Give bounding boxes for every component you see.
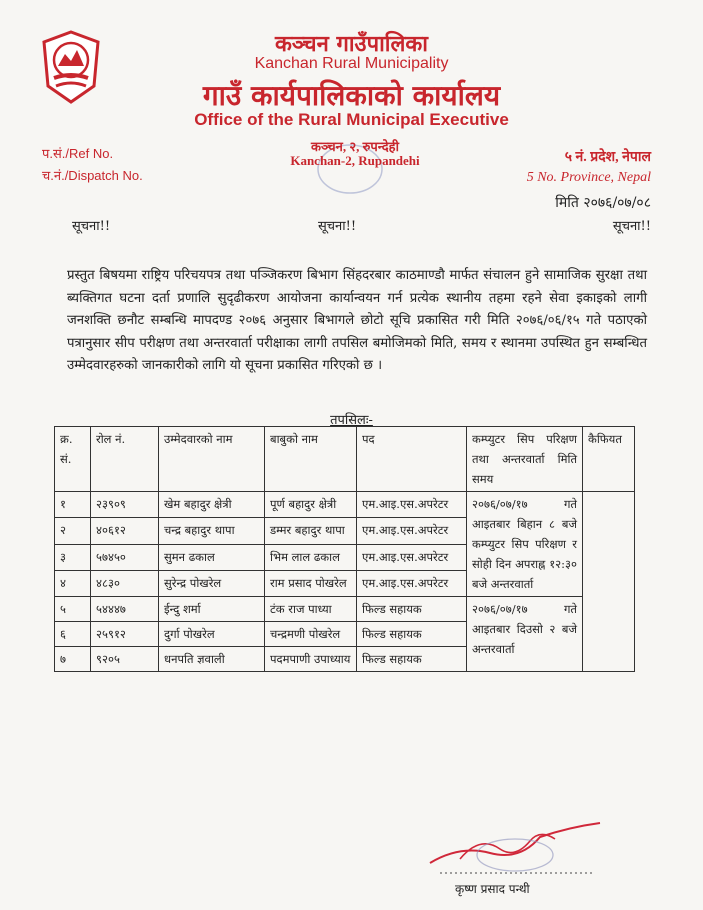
cell-roll: ४८३० — [91, 570, 159, 596]
cell-father: पूर्ण बहादुर क्षेत्री — [265, 492, 357, 518]
header-candidate: उम्मेदवारको नाम — [159, 427, 265, 492]
cell-roll: २३९०९ — [91, 492, 159, 518]
cell-post: एम.आइ.एस.अपरेटर — [357, 518, 467, 544]
header-post: पद — [357, 427, 467, 492]
cell-candidate: दुर्गा पोखरेल — [159, 622, 265, 647]
cell-roll: ५७४५० — [91, 544, 159, 570]
table-row — [55, 597, 635, 622]
cell-candidate: चन्द्र बहादुर थापा — [159, 518, 265, 544]
cell-candidate: ईन्दु शर्मा — [159, 597, 265, 622]
notice-heading-center: सूचना!! — [318, 219, 357, 234]
cell-candidate: सुमन ढकाल — [159, 544, 265, 570]
cell-father: पदमपाणी उपाध्याय — [265, 647, 357, 672]
cell-father: टंक राज पाध्या — [265, 597, 357, 622]
cell-post: फिल्ड सहायक — [357, 647, 467, 672]
cell-father: डम्मर बहादुर थापा — [265, 518, 357, 544]
signature-icon — [420, 815, 610, 885]
candidate-table — [54, 426, 635, 672]
cell-schedule-field: २०७६/०७/१७ गते आइतबार दिउसो २ बजे अन्तरवार्ता — [467, 597, 583, 672]
cell-serial: ५ — [55, 597, 91, 622]
cell-serial: २ — [55, 518, 91, 544]
cell-post: एम.आइ.एस.अपरेटर — [357, 492, 467, 518]
stamp-address-np: कञ्चन, २, रुपन्देही — [311, 139, 399, 154]
document-date: मिति २०७६/०७/०८ — [555, 195, 651, 211]
cell-schedule-mis: २०७६/०७/१७ गते आइतबार बिहान ८ बजे कम्प्युटर सिप परिक्षण र सोही दिन अपराह्न १२:३० बजे अन्तरवार्ता — [467, 492, 583, 597]
signatory-name: कृष्ण प्रसाद पन्थी — [455, 882, 530, 896]
municipality-name-np: कञ्चन गाउँपालिका — [275, 31, 428, 57]
cell-post: फिल्ड सहायक — [357, 622, 467, 647]
cell-father: चन्द्रमणी पोखरेल — [265, 622, 357, 647]
header-remarks: कैफियत — [583, 427, 635, 492]
office-name-en: Office of the Rural Municipal Executive — [194, 110, 509, 129]
header-roll: रोल नं. — [91, 427, 159, 492]
province-en: 5 No. Province, Nepal — [526, 170, 651, 185]
cell-candidate: खेम बहादुर क्षेत्री — [159, 492, 265, 518]
cell-candidate: सुरेन्द्र पोखरेल — [159, 570, 265, 596]
cell-candidate: धनपति ज्ञवाली — [159, 647, 265, 672]
cell-serial: ३ — [55, 544, 91, 570]
cell-remarks — [583, 492, 635, 672]
stamp-address-en: Kanchan-2, Rupandehi — [290, 153, 420, 168]
office-name-np: गाउँ कार्यपालिकाको कार्यालय — [202, 79, 501, 112]
municipality-name-en: Kanchan Rural Municipality — [254, 55, 449, 72]
cell-serial: ४ — [55, 570, 91, 596]
cell-roll: ९२०५ — [91, 647, 159, 672]
table-header-row — [55, 427, 635, 492]
dispatch-number-label: च.नं./Dispatch No. — [42, 168, 143, 183]
cell-post: एम.आइ.एस.अपरेटर — [357, 544, 467, 570]
header-schedule: कम्प्युटर सिप परिक्षण तथा अन्तरवार्ता मिति समय — [467, 427, 583, 492]
cell-roll: ५४४४७ — [91, 597, 159, 622]
cell-roll: ४०६१२ — [91, 518, 159, 544]
cell-roll: २५९१२ — [91, 622, 159, 647]
cell-serial: १ — [55, 492, 91, 518]
header-father: बाबुको नाम — [265, 427, 357, 492]
cell-serial: ६ — [55, 622, 91, 647]
notice-heading-left: सूचना!! — [72, 219, 111, 234]
cell-post: एम.आइ.एस.अपरेटर — [357, 570, 467, 596]
ref-number-label: प.सं./Ref No. — [42, 146, 114, 161]
table-row — [55, 492, 635, 518]
header-serial: क्र. सं. — [55, 427, 91, 492]
province-np: ५ नं. प्रदेश, नेपाल — [564, 150, 651, 165]
notice-body: प्रस्तुत बिषयमा राष्ट्रिय परिचयपत्र तथा पञ्जिकरण बिभाग सिंहदरबार काठमाण्डौ मार्फत संचालन हुने सामाजिक सुरक्षा तथा ब्यक्तिगत घटना दर्ता प्रणालि सुदृढीकरण आयोजना कार्यान्वयन गर्न प्रत्येक स्थानीय तहमा रहने सेवा इकाइको लागी जनशक्ति छनौट सम्बन्धि मापदण्ड २०७६ अनुसार बिभागले छोटो सूचि प्रकासित गरी मिति २०७६/०६/१५ गते पठाएको पत्रानुसार सीप परीक्षण तथा अन्तरवार्ता परीक्षाका लागी तपसिल बमोजिमको मिति, समय र स्थानमा उपस्थित हुन सम्बन्धित उम्मेदवारहरुको जानकारीको लागि यो सूचना प्रकासित गरिएको छ । — [67, 268, 647, 373]
notice-heading-right: सूचना!! — [612, 219, 651, 234]
cell-serial: ७ — [55, 647, 91, 672]
cell-father: राम प्रसाद पोखरेल — [265, 570, 357, 596]
table-title: तपसिलः- — [330, 413, 373, 428]
cell-father: भिम लाल ढकाल — [265, 544, 357, 570]
cell-post: फिल्ड सहायक — [357, 597, 467, 622]
